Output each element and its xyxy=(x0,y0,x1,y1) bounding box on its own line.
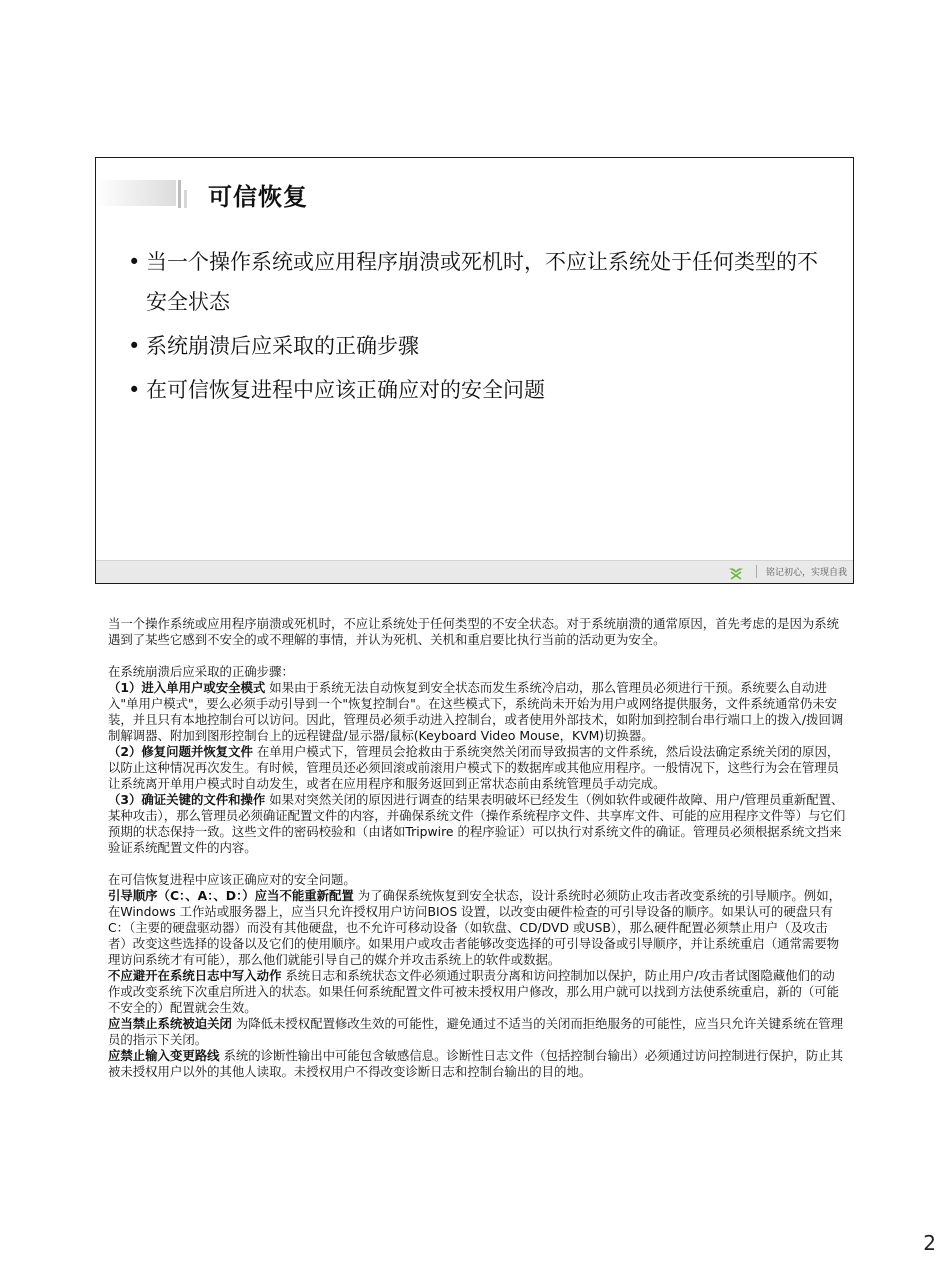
slide-title: 可信恢复 xyxy=(208,183,308,211)
page-number: 2 xyxy=(923,1231,936,1255)
bullet-dot-icon: • xyxy=(128,334,141,358)
footer-slogan: 铭记初心，实现自我 xyxy=(765,568,847,578)
issue-text: 为了确保系统恢复到安全状态，设计系统时必须防止攻击者改变系统的引导顺序。例如，在Windows 工作站或服务器上，应当只允许授权用户访问BIOS 设置，以改变由硬件检查的可引导设备的顺序。如果认可的硬盘只有C：（主要的硬盘驱动器）而没有其他硬盘，也不允许可移动设备（如软盘、CD/DVD 或USB），那么硬件配置必须禁止用户（及攻击者）改变这些选择的设备以及它们的使用顺序。如果用户或攻击者能够改变选择的可引导设备或引导顺序，并让系统重启（通常需要物理访问系统才有可能），那么他们就能引导自己的媒介并攻击系统上的软件或数据。 xyxy=(108,888,841,967)
step-label: （3）确证关键的文件和操作 xyxy=(108,792,266,807)
step-text: 在单用户模式下，管理员会抢救由于系统突然关闭而导致损害的文件系统，然后设法确定系统关闭的原因，以防止这种情况再次发生。有时候，管理员还必须回滚或前滚用户模式下的数据库或其他应用程序。一般情况下，这些行为会在管理员让系统离开单用户模式时自动发生，或者在应用程序和服务返回到正常状态前由系统管理员手动完成。 xyxy=(108,744,840,791)
slide-bullet xyxy=(128,242,828,322)
step-label: （1）进入单用户或安全模式 xyxy=(108,680,266,695)
notes-intro: 当一个操作系统或应用程序崩溃或死机时，不应让系统处于任何类型的不安全状态。对于系统崩溃的通常原因，首先考虑的是因为系统遇到了某些它感到不安全的或不理解的事情，并认为死机、关机和重启要比执行当前的活动更为安全。 xyxy=(108,616,840,647)
slide-frame xyxy=(95,157,854,584)
issue-label: 应当禁止系统被迫关闭 xyxy=(108,1016,232,1031)
issue-text: 系统的诊断性输出中可能包含敏感信息。诊断性日志文件（包括控制台输出）必须通过访问控制进行保护，防止其被未授权用户以外的其他人读取。未授权用户不得改变诊断日志和控制台输出的目的地。 xyxy=(108,1048,843,1079)
footer-divider xyxy=(756,565,757,578)
notes-issue xyxy=(108,1016,846,1048)
notes-issues-heading: 在可信恢复进程中应该正确应对的安全问题。 xyxy=(108,872,356,887)
slide-bullet xyxy=(128,326,828,366)
notes-step xyxy=(108,792,846,856)
bullet-text: 系统崩溃后应采取的正确步骤 xyxy=(146,334,419,358)
slide-bullet-list xyxy=(128,242,828,414)
bullet-text: 当一个操作系统或应用程序崩溃或死机时，不应让系统处于任何类型的不安全状态 xyxy=(146,250,818,314)
slide-footer xyxy=(96,560,853,583)
leaf-logo-icon xyxy=(727,563,745,581)
issue-label: 引导顺序（C：、A：、D：）应当不能重新配置 xyxy=(108,888,354,903)
notes-issue xyxy=(108,1048,846,1080)
slide-bullet xyxy=(128,370,828,410)
step-text: 如果对突然关闭的原因进行调查的结果表明破坏已经发生（例如软件或硬件故障、用户/管理员重新配置、某种攻击），那么管理员必须确证配置文件的内容，并确保系统文件（操作系统程序文件、共享库文件、可能的应用程序文件等）与它们预期的状态保持一致。这些文件的密码校验和（由诸如Tripwire 的程序验证）可以执行对系统文件的确证。管理员必须根据系统文挡来验证系统配置文件的内容。 xyxy=(108,792,846,855)
step-label: （2）修复问题并恢复文件 xyxy=(108,744,253,759)
issue-label: 应禁止输入变更路线 xyxy=(108,1048,220,1063)
issue-label: 不应避开在系统日志中写入动作 xyxy=(108,968,282,983)
step-text: 如果由于系统无法自动恢复到安全状态而发生系统冷启动，那么管理员必须进行干预。系统要么自动进入"单用户模式"，要么必须手动引导到一个"恢复控制台"。在这些模式下，系统尚未开始为用户或网络提供服务，文件系统通常仍未安装，并且只有本地控制台可以访问。因此，管理员必须手动进入控制台，或者使用外部技术，如附加到控制台串行端口上的拨入/拨回调制解调器、附加到图形控制台上的远程键盘/显示器/鼠标(Keyboard Video Mouse，KVM)切换器。 xyxy=(108,680,844,743)
issue-text: 系统日志和系统状态文件必须通过职责分离和访问控制加以保护，防止用户/攻击者试图隐藏他们的动作或改变系统下次重启所进入的状态。如果任何系统配置文件可被未授权用户修改，那么用户就可以找到方法使系统重启，新的（可能不安全的）配置就会生效。 xyxy=(108,968,840,1015)
notes-issue xyxy=(108,888,846,968)
title-decor-band xyxy=(96,180,176,206)
notes-steps-heading: 在系统崩溃后应采取的正确步骤： xyxy=(108,664,294,679)
title-decor-bars xyxy=(178,178,194,208)
speaker-notes xyxy=(108,616,846,1080)
bullet-dot-icon: • xyxy=(128,250,141,274)
notes-issue xyxy=(108,968,846,1016)
notes-step xyxy=(108,744,846,792)
issue-text: 为降低未授权配置修改生效的可能性，避免通过不适当的关闭而拒绝服务的可能性，应当只允许关键系统在管理员的指示下关闭。 xyxy=(108,1016,843,1047)
bullet-dot-icon: • xyxy=(128,378,141,402)
notes-step xyxy=(108,680,846,744)
bullet-text: 在可信恢复进程中应该正确应对的安全问题 xyxy=(146,378,545,402)
